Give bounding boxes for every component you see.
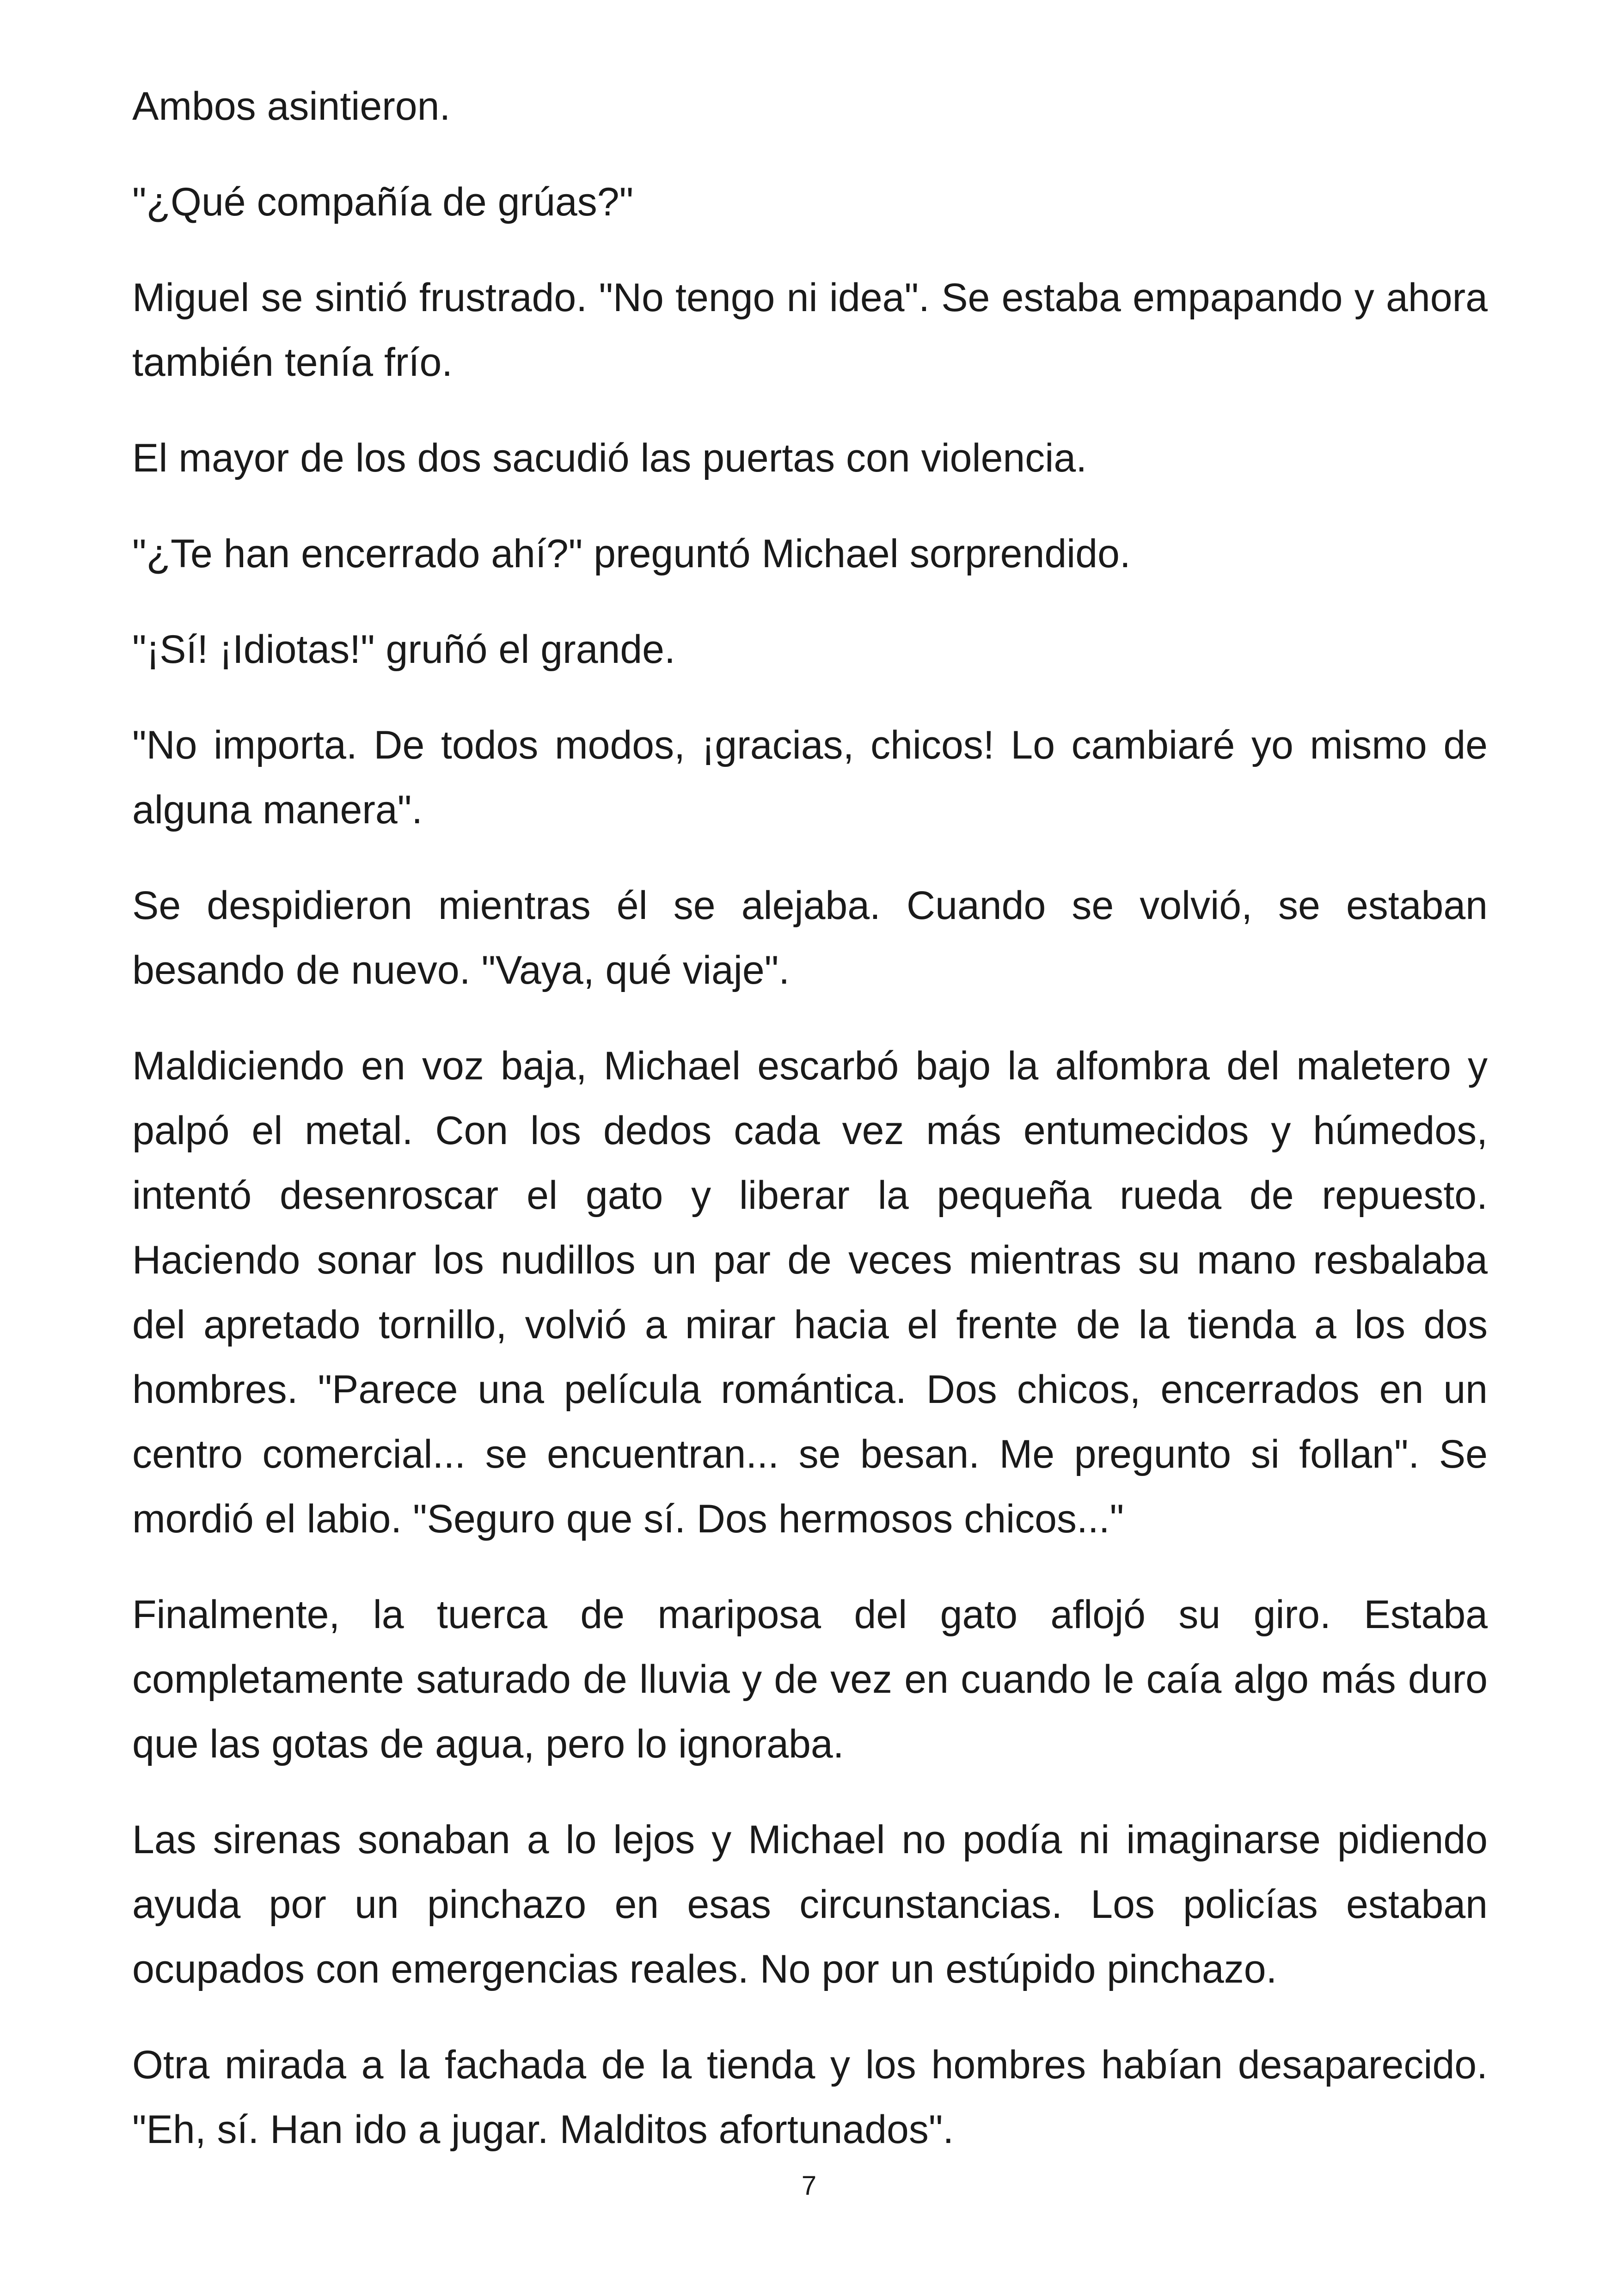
paragraph: Finalmente, la tuerca de mariposa del gato aflojó su giro. Estaba completamente saturado de lluvia y de vez en cuando le caía algo más duro que las gotas de agua, pero lo ignoraba. <box>132 1592 1488 1766</box>
paragraph: Ambos asintieron. <box>132 84 451 129</box>
paragraph: Las sirenas sonaban a lo lejos y Michael no podía ni imaginarse pidiendo ayuda por un pinchazo en esas circunstancias. Los policías estaban ocupados con emergencias reales. No por un estúpido pinchazo. <box>132 1818 1488 1991</box>
body-text <box>132 74 1488 2193</box>
paragraph: "¿Te han encerrado ahí?" preguntó Michael sorprendido. <box>132 532 1131 576</box>
paragraph: El mayor de los dos sacudió las puertas con violencia. <box>132 436 1087 480</box>
paragraph: Maldiciendo en voz baja, Michael escarbó bajo la alfombra del maletero y palpó el metal. Con los dedos cada vez más entumecidos y húmedos, intentó desenroscar el gato y liberar la pequeña rueda de repuesto. Haciendo sonar los nudillos un par de veces mientras su mano resbalaba del apretado tornillo, volvió a mirar hacia el frente de la tienda a los dos hombres. "Parece una película romántica. Dos chicos, encerrados en un centro comercial... se encuentran... se besan. Me pregunto si follan". Se mordió el labio. "Seguro que sí. Dos hermosos chicos..." <box>132 1044 1488 1541</box>
paragraph: "¡Sí! ¡Idiotas!" gruñó el grande. <box>132 627 675 672</box>
paragraph: "No importa. De todos modos, ¡gracias, chicos! Lo cambiaré yo mismo de alguna manera". <box>132 723 1488 832</box>
page-number: 7 <box>801 2171 817 2201</box>
paragraph: "¿Qué compañía de grúas?" <box>132 180 634 224</box>
paragraph: Miguel se sintió frustrado. "No tengo ni idea". Se estaba empapando y ahora también tenía frío. <box>132 276 1488 385</box>
paragraph: Otra mirada a la fachada de la tienda y los hombres habían desaparecido. "Eh, sí. Han ido a jugar. Malditos afortunados". <box>132 2043 1488 2152</box>
paragraph: Se despidieron mientras él se alejaba. Cuando se volvió, se estaban besando de nuevo. "Vaya, qué viaje". <box>132 883 1488 992</box>
